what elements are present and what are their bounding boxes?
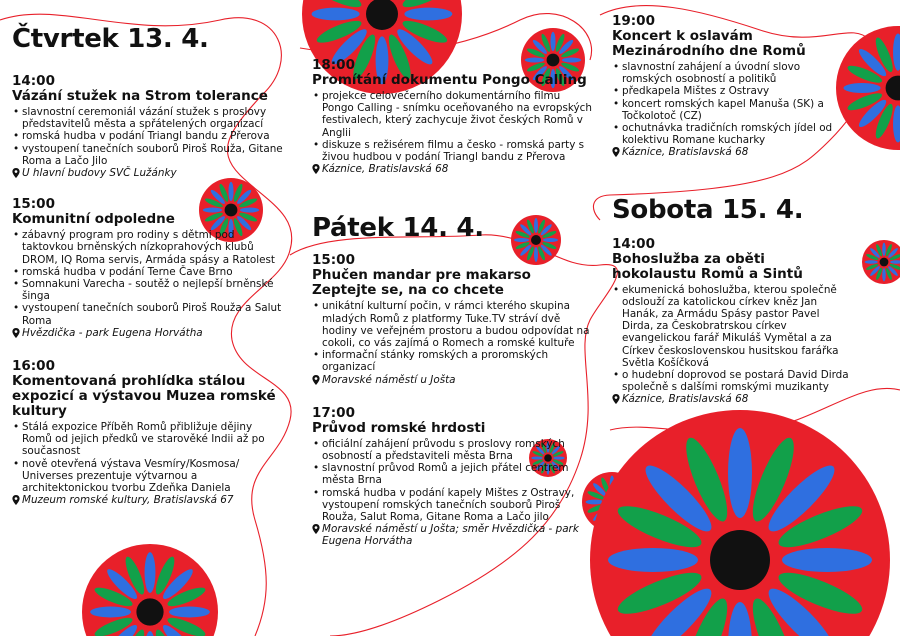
event-bullet: • Somnakuni Varecha - soutěž o nejlepší brněnské šinga	[12, 278, 284, 302]
event-bullet: • unikátní kulturní počin, v rámci kterého skupina mladých Romů z platformy Tuke.TV stráví dvě hodiny ve veřejném prostoru a budou odpovídat na cokoli, co vás zajímá o Romech a romské kultuře	[312, 300, 594, 349]
event-time: 15:00	[12, 196, 55, 213]
friday-evening-events	[612, 14, 852, 159]
event-bullet: • vystoupení tanečních souborů Piroš Rouža a Salut Roma	[12, 302, 284, 326]
event-title: Průvod romské hrdosti	[312, 419, 486, 436]
event-bullets	[12, 229, 284, 327]
event-bullets	[312, 300, 594, 373]
event-bullet: • předkapela Mištes z Ostravy	[612, 85, 852, 97]
map-pin-icon	[12, 328, 20, 338]
event-bullets	[12, 106, 284, 167]
event-location	[12, 167, 284, 179]
day-heading-friday: Pátek 14. 4.	[312, 213, 484, 244]
event-bullet: • slavnostní průvod Romů a jejich přátel centrem města Brna	[312, 462, 594, 486]
event-title: Koncert k oslavám Mezinárodního dne Romů	[612, 28, 806, 59]
event-location	[312, 523, 594, 547]
column-thursday	[12, 24, 284, 506]
event-location	[312, 163, 594, 175]
event-bullet: • romská hudba v podání Triangl bandu z Přerova	[12, 130, 284, 142]
event-block	[312, 58, 594, 175]
event-time: 15:00	[312, 252, 355, 269]
event-block	[12, 197, 284, 339]
event-bullet: • koncert romských kapel Manuša (SK) a Točkolotoč (CZ)	[612, 98, 852, 122]
event-bullets	[12, 421, 284, 494]
column-right	[612, 14, 852, 406]
event-title: Bohoslužba za oběti hokolaustu Romů a Sintů	[612, 250, 803, 282]
event-location-text: Moravské náměstí u Jošta; směr Hvězdička - park Eugena Horvátha	[322, 523, 579, 548]
column-middle	[312, 58, 594, 548]
event-bullets	[612, 61, 852, 146]
event-location-text: Hvězdička - park Eugena Horvátha	[22, 326, 203, 339]
event-location	[12, 494, 284, 506]
roma-flower-icon	[862, 240, 900, 284]
thursday-events	[12, 74, 284, 506]
event-title: Phučen mandar pre makarso Zeptejte se, na co chcete	[312, 267, 531, 299]
event-title: Komunitní odpoledne	[12, 211, 175, 228]
event-time: 19:00	[612, 13, 655, 29]
event-location	[612, 393, 852, 405]
roma-flower-icon	[82, 544, 218, 636]
saturday-events	[612, 237, 852, 406]
event-location-text: Káznice, Bratislavská 68	[622, 146, 749, 159]
event-bullet: • romská hudba v podání kapely Mištes z Ostravy, vystoupení romských tanečních souborů Piroš Rouža, Salut Roma, Gitane Roma a Lačo jilo	[312, 487, 594, 524]
event-bullet: • o hudební doprovod se postará David Dirda společně s dalšími romskými muzikanty	[612, 369, 852, 393]
event-block	[12, 74, 284, 179]
map-pin-icon	[612, 394, 620, 404]
event-bullet: • romská hudba v podání Terne Čave Brno	[12, 266, 284, 278]
day-heading-saturday: Sobota 15. 4.	[612, 194, 804, 225]
map-pin-icon	[612, 147, 620, 157]
event-time: 16:00	[12, 358, 55, 375]
event-block	[12, 359, 284, 506]
event-bullet: • zábavný program pro rodiny s dětmi pod taktovkou brněnských nízkoprahových klubů DROM, IQ Roma servis, Armáda spásy a Ratolest	[12, 229, 284, 266]
event-location-text: Muzeum romské kultury, Bratislavská 67	[22, 494, 234, 507]
event-location-text: Káznice, Bratislavská 68	[622, 393, 749, 406]
event-title: Komentovaná prohlídka stálou expozicí a výstavou Muzea romské kultury	[12, 373, 276, 420]
event-bullet: • slavnostní ceremoniál vázání stužek s proslovy představitelů města a spřátelených organizací	[12, 106, 284, 130]
event-bullet: • projekce celovečerního dokumentárního filmu Pongo Calling - snímku oceňovaného na evropských festivalech, který zachycuje život českých Romů v Anglii	[312, 90, 594, 139]
event-title: Promítání dokumentu Pongo Calling	[312, 72, 587, 88]
thursday-evening-events	[312, 58, 594, 175]
event-time: 17:00	[312, 404, 355, 421]
event-bullet: • informační stánky romských a proromských organizací	[312, 349, 594, 373]
event-time: 14:00	[12, 73, 55, 89]
roma-flower-icon	[590, 410, 890, 636]
event-location	[12, 327, 284, 339]
day-heading-thursday: Čtvrtek 13. 4.	[12, 24, 209, 54]
map-pin-icon	[12, 168, 20, 178]
event-bullet: • oficiální zahájení průvodu s proslovy romských osobností a představiteli města Brna	[312, 438, 594, 462]
event-bullet: • ekumenická bohoslužba, kterou společně odslouží za katolickou církev kněz Jan Hanák, za Armádu Spásy pastor Pavel Dirda, za Českobratrskou církev evangelickou farář Mikuláš Vymětal a za Církev československou husitskou farářka Světla Košíčková	[612, 284, 852, 369]
event-bullets	[612, 284, 852, 394]
event-location	[312, 374, 594, 386]
event-bullet: • slavnostní zahájení a úvodní slovo romských osobností a politiků	[612, 61, 852, 85]
event-bullets	[312, 90, 594, 163]
event-bullet: • nově otevřená výstava Vesmíry/Kosmosa/ Universes prezentuje výtvarnou a architektonickou tvorbu Zdeňka Daniela	[12, 458, 284, 495]
event-location	[612, 146, 852, 158]
map-pin-icon	[12, 495, 20, 505]
event-block	[312, 253, 594, 385]
event-bullet: • diskuze s režisérem filmu a česko - romská party s živou hudbou v podání Triangl bandu z Přerova	[312, 139, 594, 163]
event-location-text: Káznice, Bratislavská 68	[322, 163, 449, 176]
map-pin-icon	[312, 524, 320, 534]
event-location-text: Moravské náměstí u Jošta	[322, 373, 456, 386]
map-pin-icon	[312, 375, 320, 385]
friday-events	[312, 253, 594, 547]
event-bullet: • Stálá expozice Příběh Romů přibližuje dějiny Romů od jejich předků ve starověké Indii až po současnost	[12, 421, 284, 458]
map-pin-icon	[312, 164, 320, 174]
event-bullet: • vystoupení tanečních souborů Piroš Rouža, Gitane Roma a Lačo Jilo	[12, 143, 284, 167]
event-block	[312, 406, 594, 548]
event-title: Vázání stužek na Strom tolerance	[12, 88, 268, 104]
event-bullet: • ochutnávka tradičních romských jídel od kolektivu Romane kucharky	[612, 122, 852, 146]
event-time: 18:00	[312, 57, 355, 73]
event-block	[612, 237, 852, 406]
event-bullets	[312, 438, 594, 523]
event-location-text: U hlavní budovy SVČ Lužánky	[22, 167, 177, 180]
event-block	[612, 14, 852, 159]
event-time: 14:00	[612, 235, 655, 252]
